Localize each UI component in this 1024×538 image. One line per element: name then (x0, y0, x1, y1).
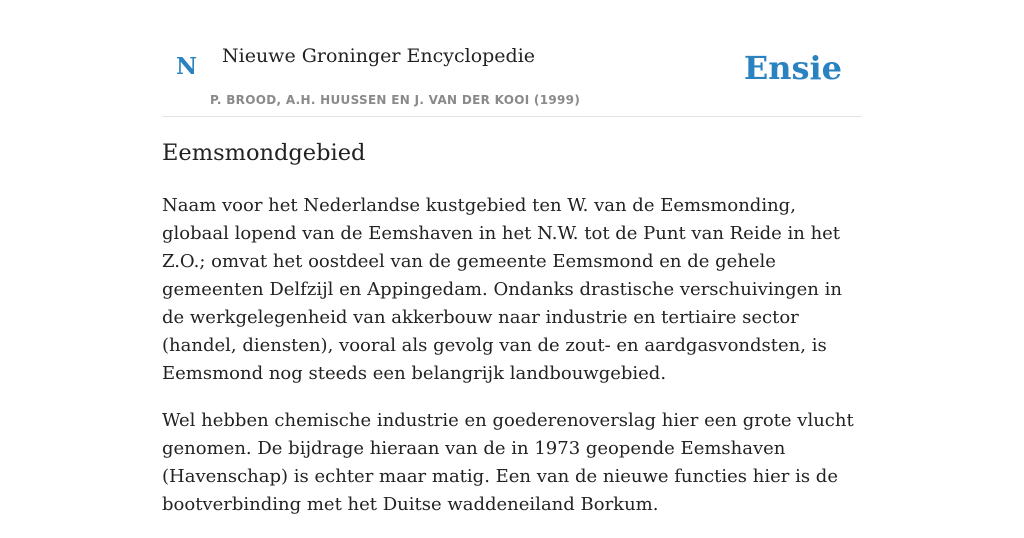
page (162, 0, 862, 515)
book-authors: P. BROOD, A.H. HUUSSEN EN J. VAN DER KOOI (1999) (210, 93, 581, 107)
article-paragraph: Naam voor het Nederlandse kustgebied ten W. van de Eemsmonding, globaal lopend van de Eemshaven in het N.W. tot de Punt van Reide in het Z.O.; omvat het oostdeel van de gemeente Eemsmond en de gehele gemeenten Delfzijl en Appingedam. Ondanks drastische verschuivingen in de werkgelegenheid van akkerbouw naar industrie en tertiaire sector (handel, diensten), vooral als gevolg van de zout- en aardgasvondsten, is Eemsmond nog steeds een belangrijk landbouwgebied. (162, 195, 842, 384)
ensie-logo-link[interactable]: Ensie (743, 49, 842, 87)
article-title: Eemsmondgebied (162, 140, 366, 166)
article-paragraph: Wel hebben chemische industrie en goederenoverslag hier een grote vlucht genomen. De bijdrage hieraan van de in 1973 geopende Eemshaven (Havenschap) is echter maar matig. Een van de nieuwe functies hier is de bootverbinding met het Duitse waddeneiland Borkum. (162, 410, 854, 515)
book-initial-icon[interactable]: N (176, 53, 198, 80)
article-body (162, 192, 862, 538)
book-title-link[interactable]: Nieuwe Groninger Encyclopedie (222, 45, 536, 67)
book-header (162, 0, 862, 117)
